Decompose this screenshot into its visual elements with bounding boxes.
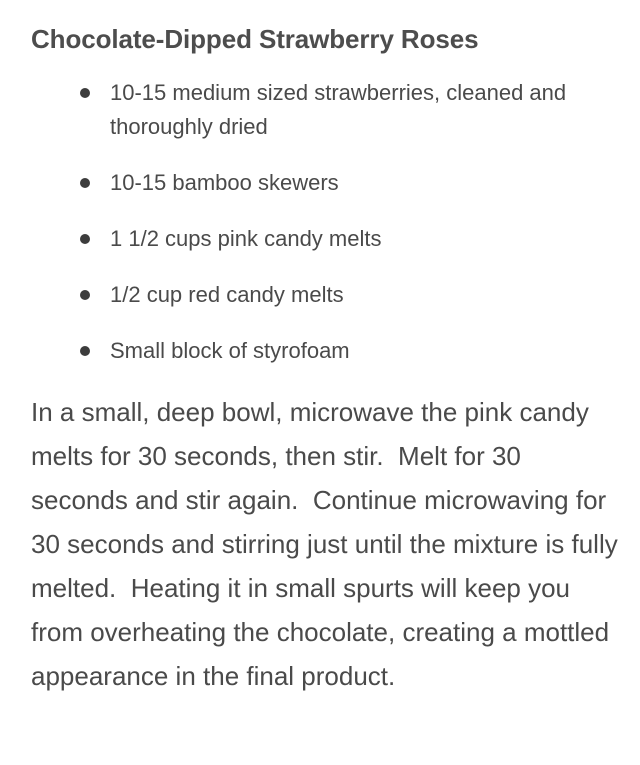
ingredient-item <box>31 334 610 368</box>
recipe-title: Chocolate-Dipped Strawberry Roses <box>31 24 479 54</box>
instructions-paragraph: In a small, deep bowl, microwave the pink candy melts for 30 seconds, then stir. Melt for 30 seconds and stir again. Continue microwaving for 30 seconds and stirring just until the mixture is fully melted. Heating it in small spurts will keep you from overheating the chocolate, creating a mottled appearance in the final product. <box>31 397 625 691</box>
bullet-icon <box>80 234 90 244</box>
ingredient-text: 10-15 bamboo skewers <box>110 170 339 195</box>
ingredient-text: Small block of styrofoam <box>110 338 350 363</box>
bullet-icon <box>80 88 90 98</box>
bullet-icon <box>80 290 90 300</box>
ingredient-item <box>31 278 610 312</box>
ingredient-text: 1/2 cup red candy melts <box>110 282 344 307</box>
bullet-icon <box>80 178 90 188</box>
ingredient-item <box>31 166 610 200</box>
ingredient-text: 1 1/2 cups pink candy melts <box>110 226 382 251</box>
bullet-icon <box>80 346 90 356</box>
ingredient-text: 10-15 medium sized strawberries, cleaned and thoroughly dried <box>110 80 567 139</box>
ingredient-item <box>31 222 610 256</box>
ingredient-item <box>31 76 610 144</box>
ingredient-list <box>31 76 622 368</box>
